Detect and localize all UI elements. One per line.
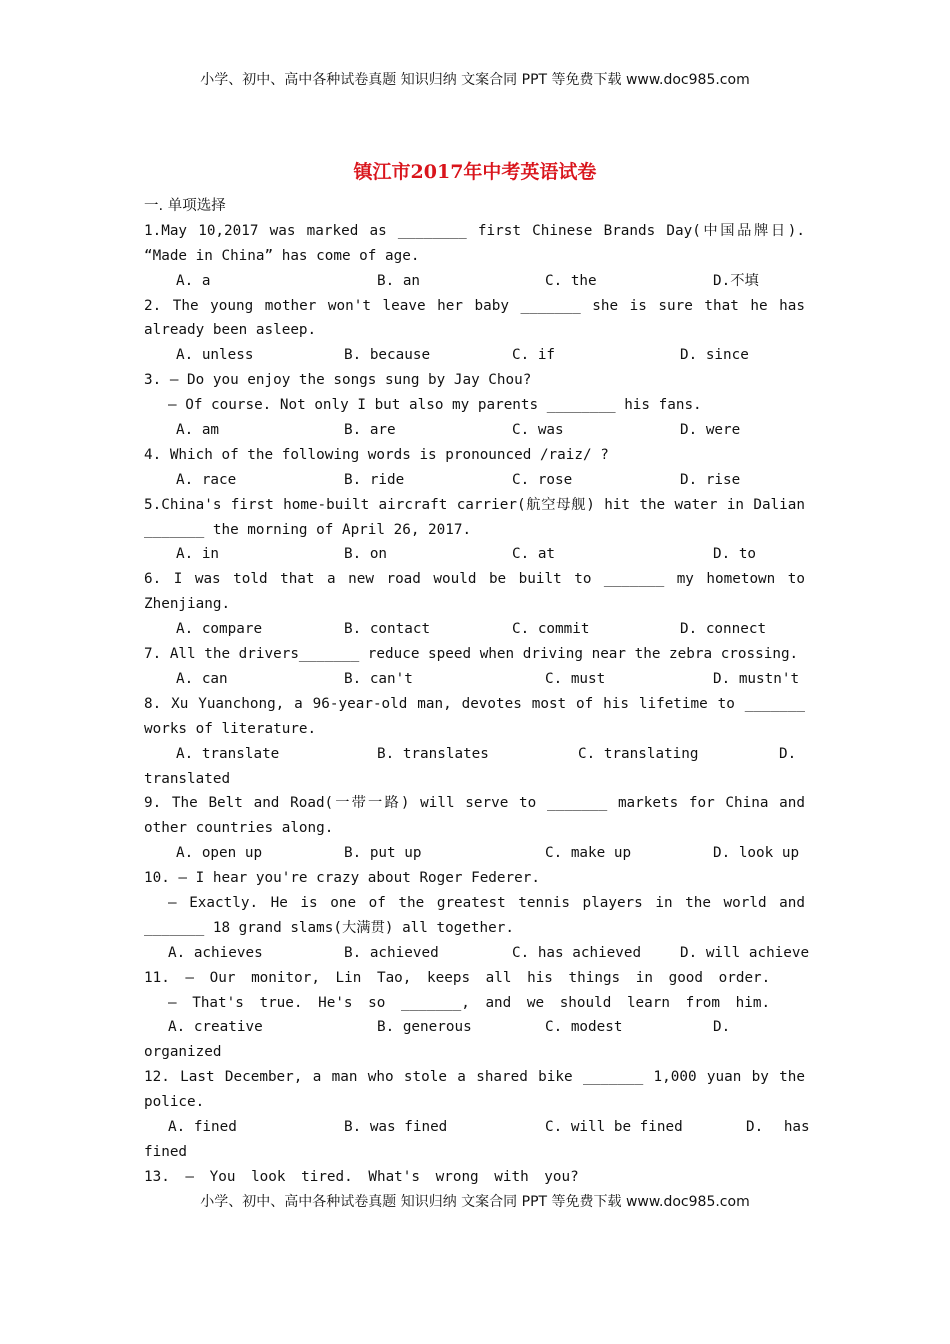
question-11-line-1: 11. — Our monitor, Lin Tao, keeps all his things in good order.: [144, 970, 771, 986]
question-12-line-1: 12. Last December, a man who stole a shared bike _______ 1,000 yuan by the: [144, 1069, 805, 1085]
question-10-line-2: — Exactly. He is one of the greatest tennis players in the world and: [168, 895, 805, 911]
q4-option-b: B. ride: [344, 472, 405, 488]
q4-option-a: A. race: [176, 472, 237, 488]
q5-option-d: D. to: [713, 546, 757, 562]
q3-option-b: B. are: [344, 422, 396, 438]
q8-option-c: C. translating: [578, 746, 699, 762]
q10-option-a: A. achieves: [168, 945, 263, 961]
q8-option-d-text: translated: [144, 771, 231, 787]
q2-option-d: D. since: [680, 347, 749, 363]
q1-option-d: D.不填: [713, 273, 759, 289]
q4-option-c: C. rose: [512, 472, 573, 488]
q5-option-c: C. at: [512, 546, 556, 562]
question-7-line-1: 7. All the drivers_______ reduce speed when driving near the zebra crossing.: [144, 646, 799, 662]
question-5-line-1: 5.China's first home-built aircraft carrier(航空母舰) hit the water in Dalian: [144, 497, 805, 513]
q5-option-a: A. in: [176, 546, 220, 562]
q6-option-c: C. commit: [512, 621, 590, 637]
question-12-line-2: police.: [144, 1094, 205, 1110]
q6-option-a: A. compare: [176, 621, 263, 637]
q8-option-b: B. translates: [377, 746, 489, 762]
question-13-line-1: 13. — You look tired. What's wrong with you?: [144, 1169, 579, 1185]
q7-option-d: D. mustn't: [713, 671, 800, 687]
q3-option-c: C. was: [512, 422, 564, 438]
q2-option-b: B. because: [344, 347, 431, 363]
question-11-line-2: — That's true. He's so _______, and we should learn from him.: [168, 995, 771, 1011]
q2-option-a: A. unless: [176, 347, 254, 363]
q1-option-b: B. an: [377, 273, 421, 289]
q9-option-a: A. open up: [176, 845, 263, 861]
q12-option-c: C. will be fined: [545, 1119, 683, 1135]
q1-option-c: C. the: [545, 273, 597, 289]
q3-option-d: D. were: [680, 422, 741, 438]
q9-option-b: B. put up: [344, 845, 422, 861]
q9-option-d: D. look up: [713, 845, 800, 861]
question-5-line-2: _______ the morning of April 26, 2017.: [144, 522, 472, 538]
q11-option-a: A. creative: [168, 1019, 263, 1035]
page-footer: 小学、初中、高中各种试卷真题 知识归纳 文案合同 PPT 等免费下载 www.doc985.com: [200, 1194, 750, 1210]
question-8-line-2: works of literature.: [144, 721, 317, 737]
question-8-line-1: 8. Xu Yuanchong, a 96-year-old man, devotes most of his lifetime to _______: [144, 696, 805, 712]
question-2-line-1: 2. The young mother won't leave her baby _______ she is sure that he has: [144, 298, 805, 314]
q8-option-d: D.: [779, 746, 797, 762]
section-heading: 一. 单项选择: [144, 198, 226, 214]
question-6-line-2: Zhenjiang.: [144, 596, 231, 612]
question-6-line-1: 6. I was told that a new road would be built to _______ my hometown to: [144, 571, 805, 587]
q7-option-a: A. can: [176, 671, 228, 687]
q10-option-d: D. will achieve: [680, 945, 810, 961]
q4-option-d: D. rise: [680, 472, 741, 488]
q7-option-c: C. must: [545, 671, 606, 687]
q12-option-b: B. was fined: [344, 1119, 448, 1135]
q2-option-c: C. if: [512, 347, 556, 363]
q3-option-a: A. am: [176, 422, 220, 438]
question-1-line-2: “Made in China” has come of age.: [144, 248, 420, 264]
q11-option-c: C. modest: [545, 1019, 623, 1035]
q9-option-c: C. make up: [545, 845, 632, 861]
q11-option-d: D.: [713, 1019, 731, 1035]
q1-option-a: A. a: [176, 273, 211, 289]
question-10-line-1: 10. — I hear you're crazy about Roger Federer.: [144, 870, 540, 886]
question-9-line-1: 9. The Belt and Road(一带一路) will serve to _______ markets for China and: [144, 795, 805, 811]
question-10-line-3: _______ 18 grand slams(大满贯) all together.: [144, 920, 514, 936]
question-9-line-2: other countries along.: [144, 820, 334, 836]
q11-option-d-text: organized: [144, 1044, 222, 1060]
q6-option-d: D. connect: [680, 621, 767, 637]
page-header: 小学、初中、高中各种试卷真题 知识归纳 文案合同 PPT 等免费下载 www.doc985.com: [200, 72, 750, 88]
q10-option-b: B. achieved: [344, 945, 439, 961]
q5-option-b: B. on: [344, 546, 388, 562]
question-4-line-1: 4. Which of the following words is pronounced /raiz/ ?: [144, 447, 609, 463]
question-3-line-1: 3. — Do you enjoy the songs sung by Jay Chou?: [144, 372, 532, 388]
question-1-line-1: 1.May 10,2017 was marked as ________ first Chinese Brands Day(中国品牌日).: [144, 223, 805, 239]
q7-option-b: B. can't: [344, 671, 413, 687]
q10-option-c: C. has achieved: [512, 945, 642, 961]
q12-option-d: D. has: [746, 1119, 810, 1135]
exam-title: 镇江市2017年中考英语试卷: [353, 161, 597, 183]
q11-option-b: B. generous: [377, 1019, 472, 1035]
q8-option-a: A. translate: [176, 746, 280, 762]
q12-option-a: A. fined: [168, 1119, 237, 1135]
q12-option-d-text: fined: [144, 1144, 188, 1160]
q6-option-b: B. contact: [344, 621, 431, 637]
question-2-line-2: already been asleep.: [144, 322, 317, 338]
question-3-line-2: — Of course. Not only I but also my parents ________ his fans.: [168, 397, 702, 413]
